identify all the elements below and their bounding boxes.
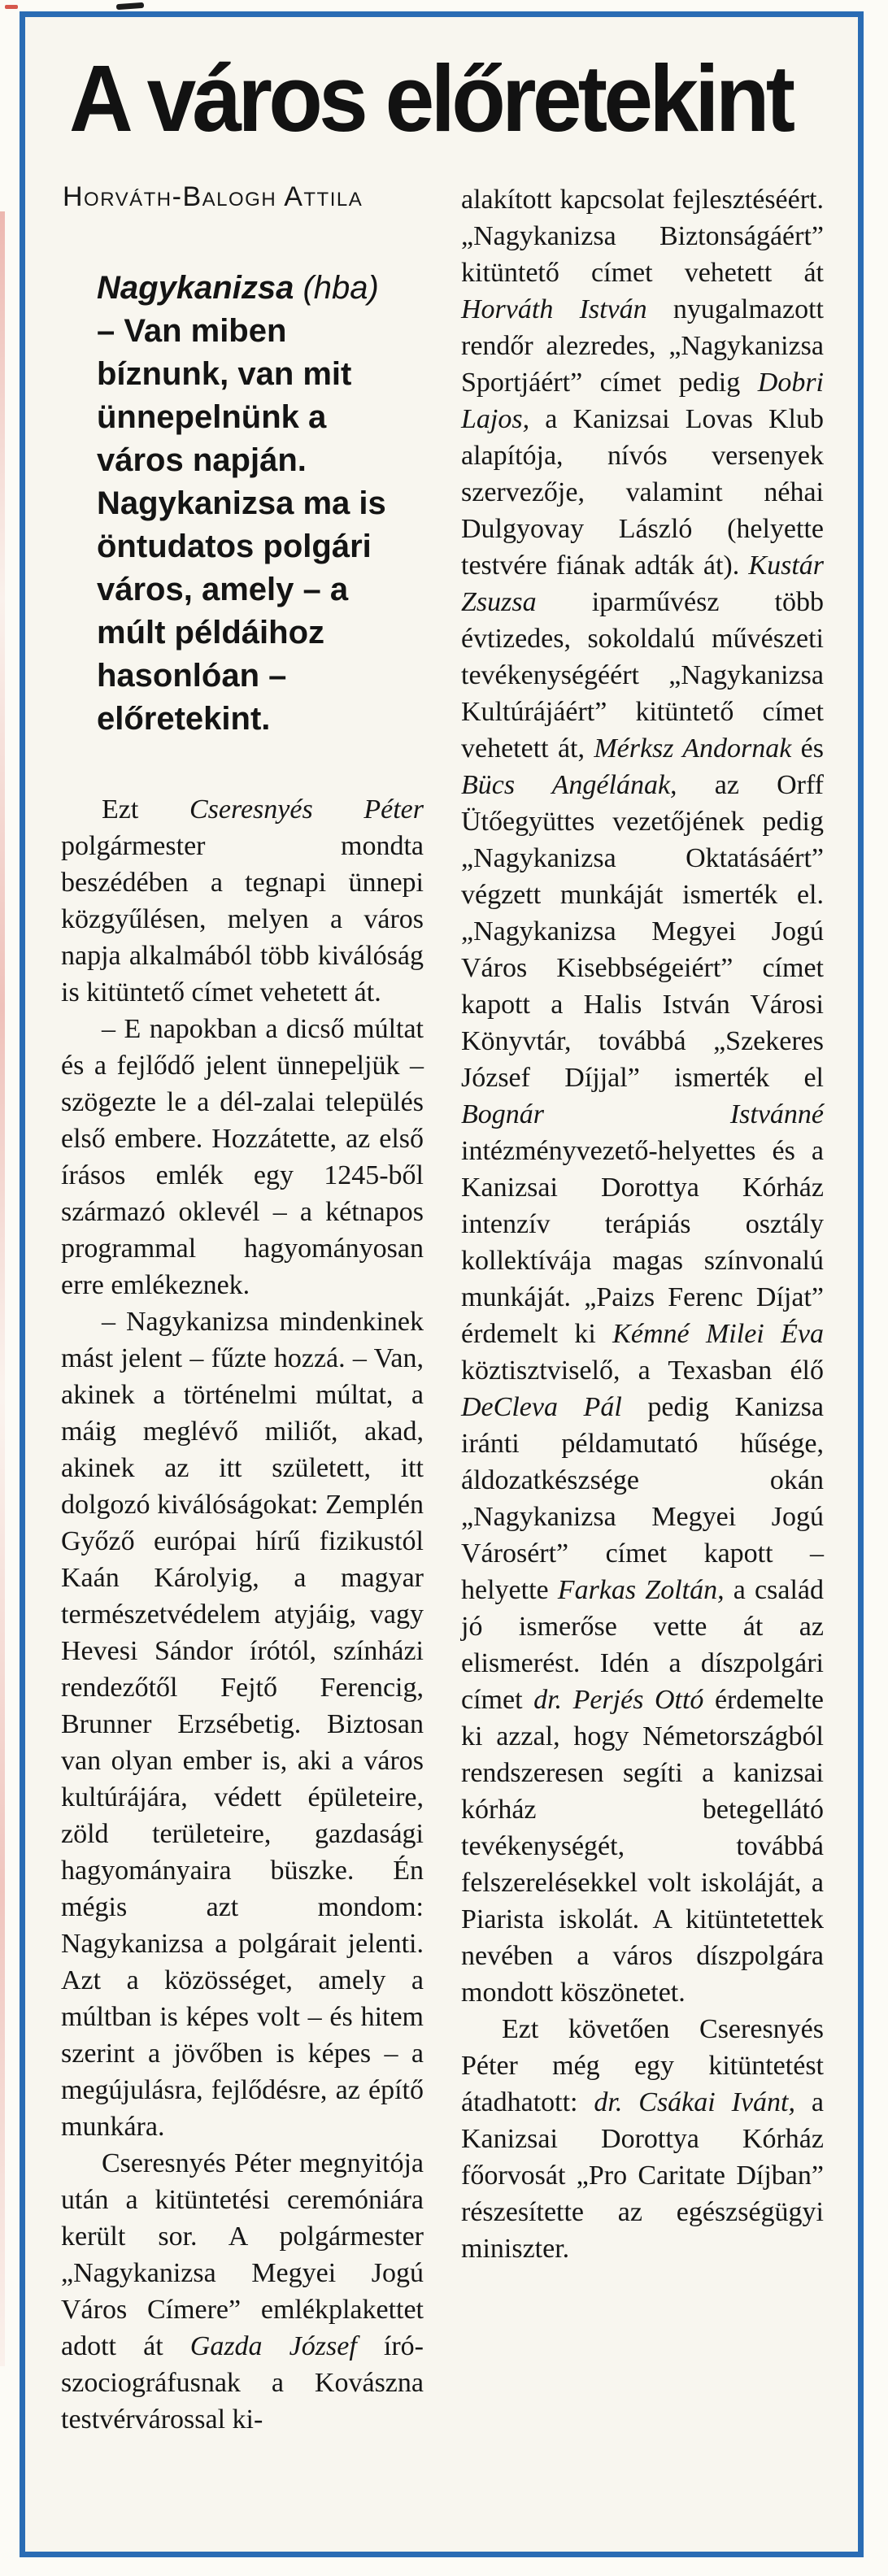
body-text: a Kanizsai Dorottya Kórház főorvosát „Pro Caritate Díjban” részesítette az egészségügyi miniszter.: [461, 2086, 824, 2264]
person-name: Farkas Zoltán,: [557, 1574, 725, 1605]
scan-artifact: [116, 2, 144, 10]
body-text: köztisztviselő, a Texasban élő: [461, 1355, 824, 1386]
body-text: nyugalmazott rendőr alezredes, „Nagykanizsa Sportjáért” címet pedig: [461, 294, 824, 398]
person-name: Dobri Lajos,: [461, 367, 824, 434]
paragraph: [61, 791, 424, 1011]
person-name: Gazda József: [189, 2330, 357, 2361]
body-text: alakított kapcsolat fejlesztéséért. „Nagykanizsa Biztonságáért” kitüntető címet vehetett át: [461, 184, 824, 288]
body-text: Ezt: [102, 794, 189, 825]
person-name: dr. Csákai Ivánt,: [594, 2086, 795, 2117]
scan-artifact: [5, 5, 18, 9]
scan-edge-smudge: [0, 211, 5, 2366]
paragraph: [461, 181, 824, 2011]
column-right: [461, 181, 824, 2438]
body-text: Ezt követően Cseresnyés Péter még egy kitüntetést átadhatott:: [461, 2013, 824, 2117]
body-text: érdemelte ki azzal, hogy Németországból rendszeresen segíti a kanizsai kórház betegellátó tevékenységét, továbbá felszerelésekkel volt iskoláját, a Piarista iskolát. A kitüntetettek nevében a város díszpolgára mondott köszönetet.: [461, 1684, 824, 2008]
body-text: intézményvezető-helyettes és a Kanizsai Dorottya Kórház intenzív terápiás osztály kollektívája magas színvonalú munkáját. „Paizs Ferenc Díjat” érdemelt ki: [461, 1135, 824, 1349]
article-columns: [61, 181, 827, 2438]
body-text: Cseresnyés Péter megnyitója után a kitüntetési ceremóniára került sor. A polgármester „Nagykanizsa Megyei Jogú Város Címere” emlékplakettet adott át: [61, 2147, 424, 2361]
lead-location: Nagykanizsa: [97, 269, 294, 306]
body-text: iparművész több évtizedes, sokoldalú művészeti tevékenységéért „Nagykanizsa Kultúrájáért” kitüntető címet vehetett át,: [461, 586, 824, 764]
person-name: DeCleva Pál: [461, 1391, 622, 1422]
paragraph: [61, 1011, 424, 1303]
lead-credit: (hba): [303, 269, 379, 306]
paragraph: [61, 2145, 424, 2438]
paragraph: [461, 2011, 824, 2267]
body-text: pedig Kanizsa iránti példamutató hűsége, áldozatkészsége okán „Nagykanizsa Megyei Jogú Városért” címet kapott – helyette: [461, 1391, 824, 1605]
lead-text: – Van miben bíznunk, van mit ünnepelnünk a város napján. Nagykanizsa ma is öntudatos polgári város, amely – a múlt példáihoz hasonlóan – előretekint.: [97, 312, 386, 737]
headline: A város előretekint: [69, 46, 792, 151]
person-name: Bücs Angélának,: [461, 769, 677, 800]
person-name: Cseresnyés Péter: [189, 794, 424, 825]
paragraph: [61, 1303, 424, 2145]
body-text: – Nagykanizsa mindenkinek mást jelent – fűzte hozzá. – Van, akinek a történelmi múltat, a máig meglévő miliőt, akad, akinek az itt született, itt dolgozó kiválóságokat: Zemplén Győző európai hírű fizikustól Kaán Károlyig, a magyar természetvédelem atyjáig, vagy Hevesi Sándor írótól, színházi rendezőtől Fejtő Ferencig, Brunner Erzsébetig. Biztosan van olyan ember is, aki a város kultúrájára, védett épületeire, zöld területeire, gazdasági hagyományaira büszke. Én mégis azt mondom: Nagykanizsa a polgárait jelenti. Azt a közösséget, amely a múltban is képes volt – és hitem szerint a jövőben is képes – a megújulásra, fejlődésre, az építő munkára.: [61, 1306, 424, 2142]
byline: Horváth-Balogh Attila: [63, 181, 363, 212]
body-text: polgármester mondta beszédében a tegnapi ünnepi közgyűlésen, melyen a város napja alkalmából több kiválóság is kitüntető címet vehetett át.: [61, 830, 424, 1007]
article-frame: [20, 11, 864, 2557]
person-name: Kustár Zsuzsa: [461, 550, 824, 617]
body-text: író-szociográfusnak a Kovászna testvérvárossal ki-: [61, 2330, 424, 2435]
person-name: Bognár Istvánné: [461, 1099, 824, 1129]
body-text: és: [791, 733, 824, 764]
body-text: az Orff Ütőegyüttes vezetőjének pedig „Nagykanizsa Oktatásáért” végzett munkáját ismerték el. „Nagykanizsa Megyei Jogú Város Kisebbségeiért” címet kapott a Halis István Városi Könyvtár, továbbá „Szekeres József Díjjal” ismerték el: [461, 769, 825, 1093]
person-name: Kémné Milei Éva: [612, 1318, 824, 1349]
person-name: Mérksz Andornak: [594, 733, 792, 764]
column-left: [61, 181, 424, 2438]
body-text: – E napokban a dicső múltat és a fejlődő jelent ünnepeljük – szögezte le a dél-zalai település első embere. Hozzátette, az első írásos emlék egy 1245-ből származó oklevél – a kétnapos programmal hagyományosan erre emlékeznek.: [61, 1013, 424, 1300]
person-name: dr. Perjés Ottó: [533, 1684, 704, 1715]
body-text: a Kanizsai Lovas Klub alapítója, nívós versenyek szervezője, valamint néhai Dulgyovay László (helyette testvére fiának adták át).: [461, 403, 824, 581]
body-text: a család jó ismerőse vette át az elismerést. Idén a díszpolgári címet: [461, 1574, 825, 1715]
lead-head: [97, 267, 403, 310]
lead-paragraph: [97, 267, 403, 741]
person-name: Horváth István: [461, 294, 647, 324]
